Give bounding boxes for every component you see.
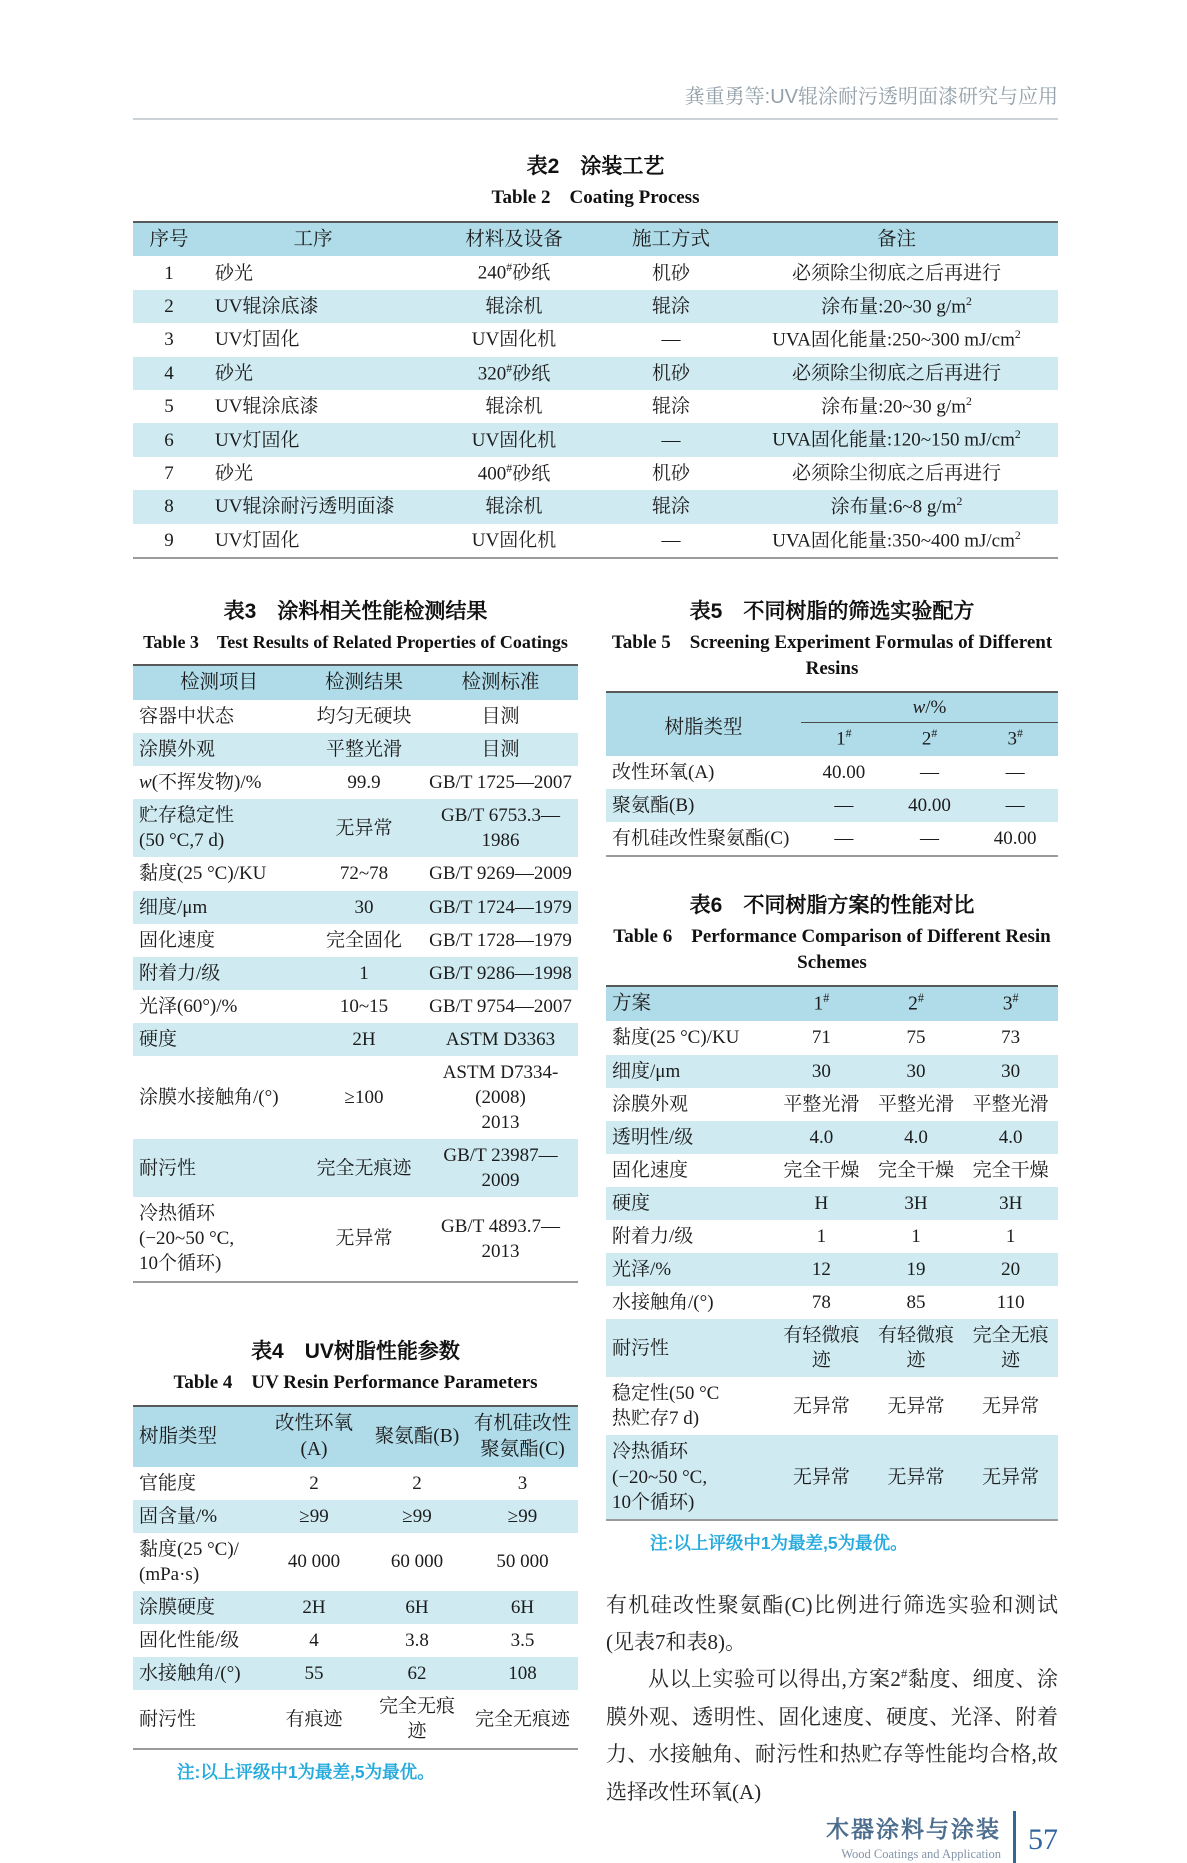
table-cell: 1 [816, 1225, 827, 1247]
table5-group-columns [801, 693, 1058, 755]
table-row [133, 733, 578, 766]
table-row [606, 1154, 1058, 1187]
table-row [133, 990, 578, 1023]
table2-body [133, 256, 1058, 557]
table-cell: 砂光 [215, 462, 254, 484]
table4-header-row [133, 1407, 578, 1466]
column-header: 1# [836, 727, 852, 750]
table-row [133, 1139, 578, 1197]
table-cell: 细度/μm [139, 896, 208, 918]
table-cell: UV灯固化 [215, 429, 300, 451]
table3-title-en: Table 3 Test Results of Related Properties of Coatings [143, 632, 568, 653]
table-cell: 无异常 [982, 1395, 1040, 1417]
table-cell: 4 [309, 1630, 319, 1652]
table-cell: 6H [405, 1596, 429, 1618]
table-cell: 62 [407, 1663, 427, 1685]
table-cell: — [661, 529, 681, 551]
table-cell: 2 [412, 1472, 422, 1494]
table-cell: 40.00 [908, 794, 951, 816]
table-cell: 冷热循环 (−20~50 °C, 10个循环) [612, 1441, 708, 1513]
table-cell: 有轻微痕迹 [878, 1325, 955, 1372]
table-row [606, 756, 1058, 789]
table-cell: 辊涂 [651, 295, 690, 317]
journal-name-cn: 木器涂料与涂装 [826, 1816, 1001, 1843]
paragraph: 从以上实验可以得出,方案2#黏度、细度、涂膜外观、透明性、固化速度、硬度、光泽、附着力、水接触角、耐污性和热贮存等性能均合格,故选择改性环氧(A) [606, 1666, 1059, 1804]
table-cell: 20 [1001, 1259, 1021, 1281]
running-head: 龚重勇等:UV辊涂耐污透明面漆研究与应用 [133, 80, 1058, 120]
table-cell: 耐污性 [612, 1337, 670, 1359]
table2-header-row [133, 223, 1058, 257]
table-cell: 73 [1001, 1027, 1021, 1049]
table6-body [606, 1021, 1058, 1518]
table-cell: 聚氨酯(B) [612, 794, 695, 816]
table-row [133, 357, 1058, 390]
table-cell: 耐污性 [139, 1157, 197, 1179]
table-cell: 3 [164, 329, 174, 351]
table-cell: H [814, 1192, 829, 1214]
table-cell: 涂布量:20~30 $g/m^2$ [821, 294, 972, 318]
table-row [133, 1056, 578, 1139]
table-cell: 必须除尘彻底之后再进行 [791, 362, 1001, 384]
table-cell: 必须除尘彻底之后再进行 [791, 462, 1001, 484]
table3-header-row [133, 666, 578, 700]
table-cell: 30 [906, 1060, 926, 1082]
table-cell: 40.00 [822, 761, 866, 783]
table-cell: 光泽/% [612, 1259, 672, 1281]
table-cell: 4.0 [904, 1126, 928, 1148]
table-cell: 细度/μm [612, 1060, 681, 1082]
table-cell: 光泽(60°)/% [139, 995, 238, 1017]
table-cell: 40.00 [993, 827, 1037, 849]
table-cell: 无异常 [335, 1228, 393, 1250]
footer-divider [1013, 1811, 1016, 1863]
table-cell: 辊涂机 [485, 496, 543, 518]
table-cell: 3H [904, 1192, 928, 1214]
table-cell: 2H [352, 1028, 376, 1050]
two-column-area [133, 595, 1058, 1811]
table-row [606, 1377, 1058, 1435]
table-cell: 砂光 [215, 262, 254, 284]
table-cell: 完全无痕迹 [474, 1708, 570, 1730]
table5-title-cn: 表5 不同树脂的筛选实验配方 [689, 600, 975, 624]
table-row [133, 457, 1058, 490]
table-cell: 黏度(25 °C)/ (mPa·s) [139, 1538, 239, 1585]
table2-title-cn: 表2 涂装工艺 [526, 155, 665, 178]
table-cell: ≥99 [299, 1505, 329, 1527]
table-row [133, 524, 1058, 557]
table-cell: UV灯固化 [215, 529, 300, 551]
table-row [133, 891, 578, 924]
table-cell: — [920, 761, 939, 783]
table-cell: 水接触角/(°) [139, 1663, 241, 1685]
column-header: 3# [1002, 991, 1019, 1015]
table-cell: — [834, 794, 854, 816]
table-row [133, 799, 578, 857]
table-cell: 黏度(25 °C)/KU [139, 863, 267, 885]
table-cell: 完全干燥 [783, 1159, 860, 1181]
table-cell: UV灯固化 [215, 329, 300, 351]
table-row [133, 1657, 578, 1690]
table3 [133, 664, 578, 1282]
column-header: 有机硅改性 聚氨酯(C) [473, 1413, 572, 1460]
table-cell: 108 [508, 1663, 537, 1685]
table-row [606, 1253, 1058, 1286]
table-cell: 有机硅改性聚氨酯(C) [612, 827, 790, 849]
table-row [133, 766, 578, 799]
table-cell: 固化性能/级 [139, 1630, 240, 1652]
table-cell: UV辊涂耐污透明面漆 [215, 496, 395, 518]
table6-section [606, 889, 1058, 1555]
table-row [606, 1435, 1058, 1518]
column-header: 聚氨酯(B) [374, 1426, 460, 1448]
table-cell: 完全无痕迹 [378, 1696, 455, 1743]
table-cell: 55 [304, 1663, 324, 1685]
table-row [133, 957, 578, 990]
table-row [606, 789, 1058, 822]
table-cell: 辊涂 [651, 496, 690, 518]
table-row [606, 1187, 1058, 1220]
table-cell: UVA固化能量:120~150 $mJ/cm^2$ [772, 428, 1021, 451]
table-cell: 10~15 [339, 995, 389, 1017]
table-cell: 3.5 [510, 1630, 535, 1652]
table-cell: 5 [164, 396, 174, 418]
table-cell: — [1005, 794, 1025, 816]
column-header: 材料及设备 [465, 228, 563, 250]
table-row [133, 390, 1058, 423]
table-cell: 涂布量:20~30 $g/m^2$ [821, 395, 972, 418]
table-cell: 30 [811, 1060, 831, 1082]
table5-header-row [606, 693, 1058, 755]
table-cell: ASTM D3363 [445, 1028, 556, 1050]
table-cell: 机砂 [651, 462, 690, 484]
table-cell: 30 [1001, 1060, 1021, 1082]
table-cell: 辊涂机 [485, 396, 543, 418]
table-cell: 涂膜硬度 [139, 1596, 216, 1618]
table-cell: GB/T 9286—1998 [429, 962, 572, 984]
table-cell: 平整光滑 [325, 739, 402, 761]
table-cell: 机砂 [651, 362, 690, 384]
table4-title-en: Table 4 UV Resin Performance Parameters [173, 1371, 538, 1393]
table-row [133, 1591, 578, 1624]
table-cell: 60 000 [390, 1551, 444, 1573]
column-header: 2# [908, 991, 924, 1015]
table-cell: 容器中状态 [139, 706, 235, 728]
table6 [606, 985, 1058, 1520]
table-cell: 85 [906, 1292, 926, 1314]
table-cell: 6H [510, 1596, 535, 1618]
table-cell: 目测 [481, 706, 520, 728]
table-cell: 240#砂纸 [477, 261, 551, 284]
table-cell: UV固化机 [471, 529, 557, 551]
table-row [133, 1467, 578, 1500]
table-cell: 30 [354, 896, 374, 918]
page-number: 57 [1028, 1822, 1058, 1856]
table-row [606, 822, 1058, 855]
journal-name-en: Wood Coatings and Application [841, 1847, 1001, 1862]
table-cell: 稳定性(50 °C 热贮存7 d) [612, 1383, 720, 1430]
table-cell: GB/T 9754—2007 [429, 995, 572, 1017]
column-header: 检测结果 [324, 672, 403, 694]
table-cell: 2 [164, 295, 174, 317]
table6-title-cn: 表6 不同树脂方案的性能对比 [689, 893, 975, 917]
table-cell: 官能度 [139, 1472, 197, 1494]
table-cell: 99.9 [347, 772, 381, 794]
table-cell: 4 [164, 362, 174, 384]
column-header: 备注 [876, 228, 916, 250]
table-cell: 2H [302, 1596, 326, 1618]
table-row [606, 1220, 1058, 1253]
table6-header-row [606, 987, 1058, 1021]
table-cell: 无异常 [887, 1395, 945, 1417]
table-cell: 无异常 [792, 1395, 850, 1417]
table-cell: 72~78 [339, 863, 389, 885]
table-cell: 涂膜外观 [612, 1093, 689, 1115]
table6-footnote: 注:以上评级中1为最差,5为最优。 [650, 1532, 908, 1553]
column-header: 工序 [293, 228, 333, 250]
table-cell: 2 [309, 1472, 319, 1494]
column-header: 方案 [612, 993, 652, 1015]
table-cell: ASTM D7334-(2008) 2013 [442, 1061, 559, 1134]
table-cell: 1 [164, 262, 174, 284]
table-cell: 50 000 [496, 1551, 549, 1573]
table-cell: 改性环氧(A) [612, 761, 715, 783]
table-cell: 耐污性 [139, 1708, 197, 1730]
table-cell: 平整光滑 [878, 1093, 955, 1115]
column-header: 2# [921, 727, 938, 750]
table-cell: 75 [906, 1027, 926, 1049]
table4-body [133, 1467, 578, 1749]
table-cell: 硬度 [139, 1028, 178, 1050]
table-cell: UV固化机 [471, 329, 557, 351]
table-cell: 贮存稳定性 (50 °C,7 d) [139, 805, 235, 852]
table-cell: 1 [911, 1225, 921, 1247]
table-cell: — [834, 827, 854, 849]
table-cell: — [1005, 761, 1025, 783]
table-cell: 辊涂机 [485, 295, 543, 317]
table-cell: GB/T 6753.3—1986 [441, 805, 560, 852]
table-cell: 完全无痕迹 [972, 1325, 1049, 1372]
table-cell: 完全无痕迹 [316, 1157, 412, 1179]
table4-title-cn: 表4 UV树脂性能参数 [251, 1339, 460, 1363]
column-header: 1# [813, 991, 830, 1015]
column-header: 改性环氧(A) [274, 1413, 353, 1460]
column-header: 树脂类型 [139, 1426, 218, 1448]
table-row [133, 1500, 578, 1533]
table-cell: ≥99 [507, 1505, 538, 1527]
paragraph: 有机硅改性聚氨酯(C)比例进行筛选实验和测试(见表7和表8)。 [606, 1592, 1058, 1655]
table4-footnote: 注:以上评级中1为最差,5为最优。 [177, 1762, 435, 1783]
table-cell: 1 [359, 962, 369, 984]
table-cell: — [920, 827, 939, 849]
journal-name [826, 1811, 1001, 1862]
table-row [606, 1088, 1058, 1121]
body-text [606, 1587, 1058, 1811]
table-row [133, 423, 1058, 456]
table-cell: 3H [999, 1192, 1023, 1214]
table-row [133, 857, 578, 890]
table-cell: 4.0 [998, 1126, 1023, 1148]
table-cell: 12 [811, 1259, 831, 1281]
table-cell: 有痕迹 [285, 1708, 343, 1730]
table-row [133, 323, 1058, 356]
table-cell: 4.0 [809, 1126, 834, 1148]
table-cell: 7 [164, 462, 174, 484]
table-cell: 涂膜外观 [139, 739, 216, 761]
table-cell: GB/T 4893.7—2013 [441, 1215, 560, 1262]
table-cell: 完全固化 [325, 929, 402, 951]
table-cell: 辊涂 [651, 396, 690, 418]
table5-subheader-row [801, 723, 1058, 755]
table-cell: 水接触角/(°) [612, 1292, 714, 1314]
table-cell: UV辊涂底漆 [215, 396, 319, 418]
table-cell: GB/T 1728—1979 [429, 929, 572, 951]
table-cell: 有轻微痕迹 [783, 1325, 860, 1372]
right-column [606, 595, 1058, 1811]
table-row [133, 1533, 578, 1591]
table-cell: 8 [164, 496, 174, 518]
column-header: 检测标准 [461, 672, 540, 694]
table-cell: 9 [164, 529, 174, 551]
table-cell: 1 [1005, 1225, 1016, 1247]
table-cell: UVA固化能量:350~400 $mJ/cm^2$ [772, 528, 1021, 551]
table-cell: 40 000 [287, 1551, 341, 1573]
table-row [133, 256, 1058, 289]
table-cell: 无异常 [335, 817, 393, 839]
table-row [606, 1319, 1058, 1377]
table-row [133, 700, 578, 733]
table-cell: 固化速度 [612, 1159, 689, 1181]
table-cell: 砂光 [215, 362, 254, 384]
table-cell: 涂膜水接触角/(°) [139, 1087, 279, 1108]
table-cell: UV固化机 [471, 429, 557, 451]
column-header: 施工方式 [631, 228, 710, 250]
table-row [133, 490, 1058, 523]
table-cell: — [661, 329, 681, 351]
table5-body [606, 756, 1058, 855]
column-header: 序号 [149, 228, 189, 250]
table-cell: 320#砂纸 [477, 361, 551, 384]
table-cell: 3 [517, 1472, 528, 1494]
table4-section [133, 1335, 578, 1785]
table-row [606, 1286, 1058, 1319]
table3-title-cn: 表3 涂料相关性能检测结果 [223, 600, 488, 624]
table-cell: GB/T 9269—2009 [429, 863, 572, 885]
table-row [606, 1055, 1058, 1088]
table-cell: 均匀无硬块 [316, 706, 412, 728]
table6-title-en: Table 6 Performance Comparison of Different Resin Schemes [613, 925, 1051, 973]
table-cell: UVA固化能量:250~300 $mJ/cm^2$ [772, 328, 1021, 351]
table-cell: 400#砂纸 [477, 461, 551, 485]
table-cell: 无异常 [792, 1466, 850, 1488]
table-cell: ≥99 [402, 1505, 432, 1527]
group-header: w/% [801, 693, 1058, 723]
table-cell: 6 [164, 429, 174, 451]
table-cell: 3.8 [405, 1630, 429, 1652]
table5-section [606, 595, 1058, 857]
table-cell: 110 [996, 1292, 1025, 1314]
table-cell: w(不挥发物)/% [139, 772, 262, 794]
table-row [133, 1624, 578, 1657]
table-row [133, 1023, 578, 1056]
table-cell: 78 [811, 1292, 831, 1314]
table-cell: 硬度 [612, 1192, 651, 1214]
table-cell: 附着力/级 [612, 1225, 694, 1247]
table5 [606, 691, 1058, 857]
table-cell: 完全干燥 [878, 1159, 955, 1181]
table-cell: 无异常 [887, 1466, 945, 1488]
table-cell: GB/T 23987—2009 [443, 1145, 558, 1192]
table-cell: — [661, 429, 681, 451]
table-row [606, 1121, 1058, 1154]
table-cell: 平整光滑 [972, 1093, 1049, 1115]
table-cell: GB/T 1725—2007 [429, 772, 572, 794]
column-header: 3# [1007, 727, 1023, 750]
table-cell: 固化速度 [139, 929, 216, 951]
table-row [133, 290, 1058, 323]
table-cell: ≥100 [344, 1087, 384, 1108]
table-cell: 无异常 [982, 1466, 1040, 1488]
left-column [133, 595, 578, 1811]
table-cell: 附着力/级 [139, 962, 221, 984]
table-cell: 冷热循环 (−20~50 °C, 10个循环) [139, 1203, 235, 1275]
table3-section [133, 595, 578, 1283]
table-cell: 平整光滑 [783, 1093, 860, 1115]
table5-title-en: Table 5 Screening Experiment Formulas of Different Resins [611, 632, 1053, 679]
table-cell: 涂布量:6~8 $g/m^2$ [830, 495, 963, 518]
table3-body [133, 700, 578, 1280]
table-cell: GB/T 1724—1979 [429, 896, 572, 918]
table-row [133, 1197, 578, 1280]
column-header: 检测项目 [179, 672, 258, 694]
table-row [606, 1021, 1058, 1054]
table4 [133, 1405, 578, 1750]
table-cell: 完全干燥 [972, 1159, 1049, 1181]
table-cell: 机砂 [651, 262, 690, 284]
table2 [133, 221, 1058, 559]
table2-title-en: Table 2 Coating Process [491, 187, 700, 208]
table-cell: UV辊涂底漆 [215, 295, 319, 317]
table-cell: 目测 [481, 739, 520, 761]
table-cell: 71 [811, 1027, 831, 1049]
table-cell: 必须除尘彻底之后再进行 [791, 262, 1001, 284]
table-cell: 19 [906, 1259, 926, 1281]
table-row [133, 924, 578, 957]
column-header: 树脂类型 [664, 716, 743, 738]
table-cell: 透明性/级 [612, 1126, 694, 1148]
page-footer [133, 1811, 1058, 1863]
table2-section [133, 150, 1058, 559]
table-row [133, 1690, 578, 1748]
table-cell: 固含量/% [139, 1505, 218, 1527]
table-cell: 黏度(25 °C)/KU [612, 1027, 740, 1049]
